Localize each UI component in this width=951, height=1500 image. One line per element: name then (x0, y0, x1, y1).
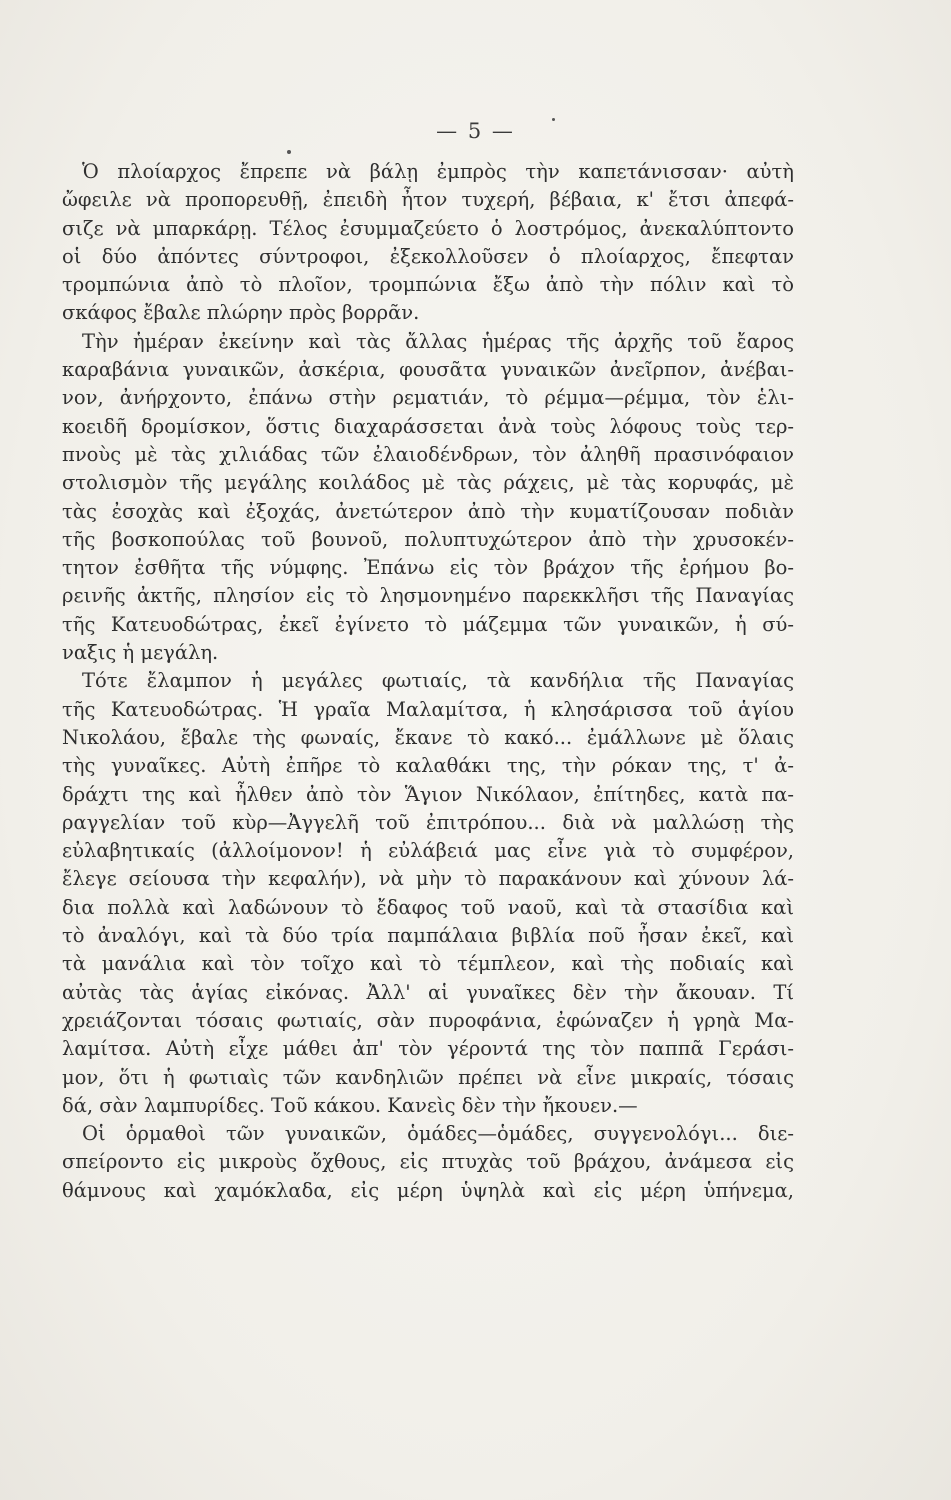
text-line: τῆς βοσκοπούλας τοῦ βουνοῦ, πολυπτυχώτερον ἀπὸ τὴν χρυσοκέν- (62, 527, 794, 551)
text-line: Τότε ἔλαμπον ἡ μεγάλες φωτιαίς, τὰ κανδήλια τῆς Παναγίας (82, 669, 794, 693)
text-line: τὸ ἀναλόγι, καὶ τὰ δύο τρία παμπάλαια βιβλία ποῦ ἦσαν ἐκεῖ, καὶ (62, 924, 794, 948)
text-line: ἔλεγε σείουσα τὴν κεφαλήν), νὰ μὴν τὸ παρακάνουν καὶ χύνουν λά- (62, 867, 794, 891)
text-line: ρεινῆς ἀκτῆς, πλησίον εἰς τὸ λησμονημένο παρεκκλῆσι τῆς Παναγίας (62, 584, 794, 608)
text-line: δράχτι της καὶ ἦλθεν ἀπὸ τὸν Ἅγιον Νικόλαον, ἐπίτηδες, κατὰ πα- (62, 782, 794, 806)
text-line: νον, ἀνήρχοντο, ἐπάνω στὴν ρεματιάν, τὸ ρέμμα—ρέμμα, τὸν ἑλι- (62, 386, 794, 410)
ink-speck (287, 150, 291, 154)
text-line: οἱ δύο ἀπόντες σύντροφοι, ἐξεκολλοῦσεν ὁ πλοίαρχος, ἔπεφταν (62, 244, 794, 268)
text-line: εὐλαβητικαίς (ἀλλοίμονον! ἡ εὐλάβειά μας εἶνε γιὰ τὸ συμφέρον, (62, 839, 794, 863)
text-line: Οἱ ὁρμαθοὶ τῶν γυναικῶν, ὁμάδες—ὁμάδες, συγγενολόγι... διε- (82, 1122, 794, 1146)
text-line: πνοὺς μὲ τὰς χιλιάδας τῶν ἐλαιοδένδρων, τὸν ἀληθῆ πρασινόφαιον (62, 442, 794, 466)
text-line: τῆς Κατευοδώτρας, ἐκεῖ ἐγίνετο τὸ μάζεμμα τῶν γυναικῶν, ἡ σύ- (62, 612, 794, 636)
text-line: μον, ὅτι ἡ φωτιαὶς τῶν κανδηλιῶν πρέπει νὰ εἶνε μικραίς, τόσαις (62, 1065, 794, 1089)
text-line: δια πολλὰ καὶ λαδώνουν τὸ ἔδαφος τοῦ ναοῦ, καὶ τὰ στασίδια καὶ (62, 895, 794, 919)
text-line: θάμνους καὶ χαμόκλαδα, εἰς μέρη ὑψηλὰ καὶ εἰς μέρη ὑπήνεμα, (62, 1178, 794, 1202)
text-line: Τὴν ἡμέραν ἐκείνην καὶ τὰς ἄλλας ἡμέρας τῆς ἀρχῆς τοῦ ἔαρος (82, 329, 794, 353)
body-text (62, 158, 794, 1205)
text-line: τητον ἐσθῆτα τῆς νύμφης. Ἐπάνω εἰς τὸν βράχον τῆς ἐρήμου βο- (62, 556, 794, 580)
ink-speck (552, 118, 555, 121)
text-line: Νικολάου, ἔβαλε τὴς φωναίς, ἔκανε τὸ κακό... ἐμάλλωνε μὲ ὅλαις (62, 725, 794, 749)
text-line: Ὁ πλοίαρχος ἔπρεπε νὰ βάλῃ ἐμπρὸς τὴν καπετάνισσαν· αὐτὴ (82, 160, 794, 183)
text-line: καραβάνια γυναικῶν, ἀσκέρια, φουσᾶτα γυναικῶν ἀνεῖρπον, ἀνέβαι- (62, 358, 794, 382)
text-line: τρομπώνια ἀπὸ τὸ πλοῖον, τρομπώνια ἔξω ἀπὸ τὴν πόλιν καὶ τὸ (62, 273, 794, 297)
text-line: χρειάζονται τόσαις φωτιαίς, σὰν πυροφάνια, ἐφώναζεν ἡ γρηὰ Μα- (62, 1008, 794, 1032)
text-line: αὐτὰς τὰς ἁγίας εἰκόνας. Ἀλλ' αἱ γυναῖκες δὲν τὴν ἄκουαν. Τί (62, 980, 794, 1004)
text-line: τῆς Κατευοδώτρας. Ἡ γραῖα Μαλαμίτσα, ἡ κλησάρισσα τοῦ ἁγίου (62, 697, 794, 721)
text-line: λαμίτσα. Αὐτὴ εἶχε μάθει ἀπ' τὸν γέροντά της τὸν παππᾶ Γεράσι- (62, 1037, 794, 1061)
text-line: δά, σὰν λαμπυρίδες. Τοῦ κάκου. Κανεὶς δὲν τὴν ἤκουεν.— (62, 1093, 638, 1117)
text-line: τὴς γυναῖκες. Αὐτὴ ἐπῆρε τὸ καλαθάκι της, τὴν ρόκαν της, τ' ἀ- (62, 754, 794, 778)
text-line: στολισμὸν τῆς μεγάλης κοιλάδος μὲ τὰς ράχεις, μὲ τὰς κορυφάς, μὲ (62, 471, 794, 495)
text-line: ραγγελίαν τοῦ κὺρ—Ἀγγελῆ τοῦ ἐπιτρόπου... διὰ νὰ μαλλώσῃ τὴς (62, 810, 794, 834)
page-number: — 5 — (436, 119, 515, 143)
text-line: τὰς ἐσοχὰς καὶ ἐξοχάς, ἀνετώτερον ἀπὸ τὴν κυματίζουσαν ποδιὰν (62, 499, 794, 523)
text-line: ναξις ἡ μεγάλη. (62, 641, 219, 665)
text-line: σκάφος ἔβαλε πλώρην πρὸς βορρᾶν. (62, 301, 420, 325)
text-line: τὰ μανάλια καὶ τὸν τοῖχο καὶ τὸ τέμπλεον, καὶ τὴς ποδιαίς καὶ (62, 952, 794, 976)
text-line: ὤφειλε νὰ προπορευθῇ, ἐπειδὴ ἦτον τυχερή, βέβαια, κ' ἔτσι ἀπεφά- (62, 188, 794, 212)
text-line: σπείροντο εἰς μικροὺς ὄχθους, εἰς πτυχὰς τοῦ βράχου, ἀνάμεσα εἰς (62, 1150, 794, 1174)
text-line: κοειδῆ δρομίσκον, ὅστις διαχαράσσεται ἀνὰ τοὺς λόφους τοὺς τερ- (62, 414, 794, 438)
text-line: σιζε νὰ μπαρκάρῃ. Τέλος ἐσυμμαζεύετο ὁ λοστρόμος, ἀνεκαλύπτοντο (62, 216, 794, 240)
